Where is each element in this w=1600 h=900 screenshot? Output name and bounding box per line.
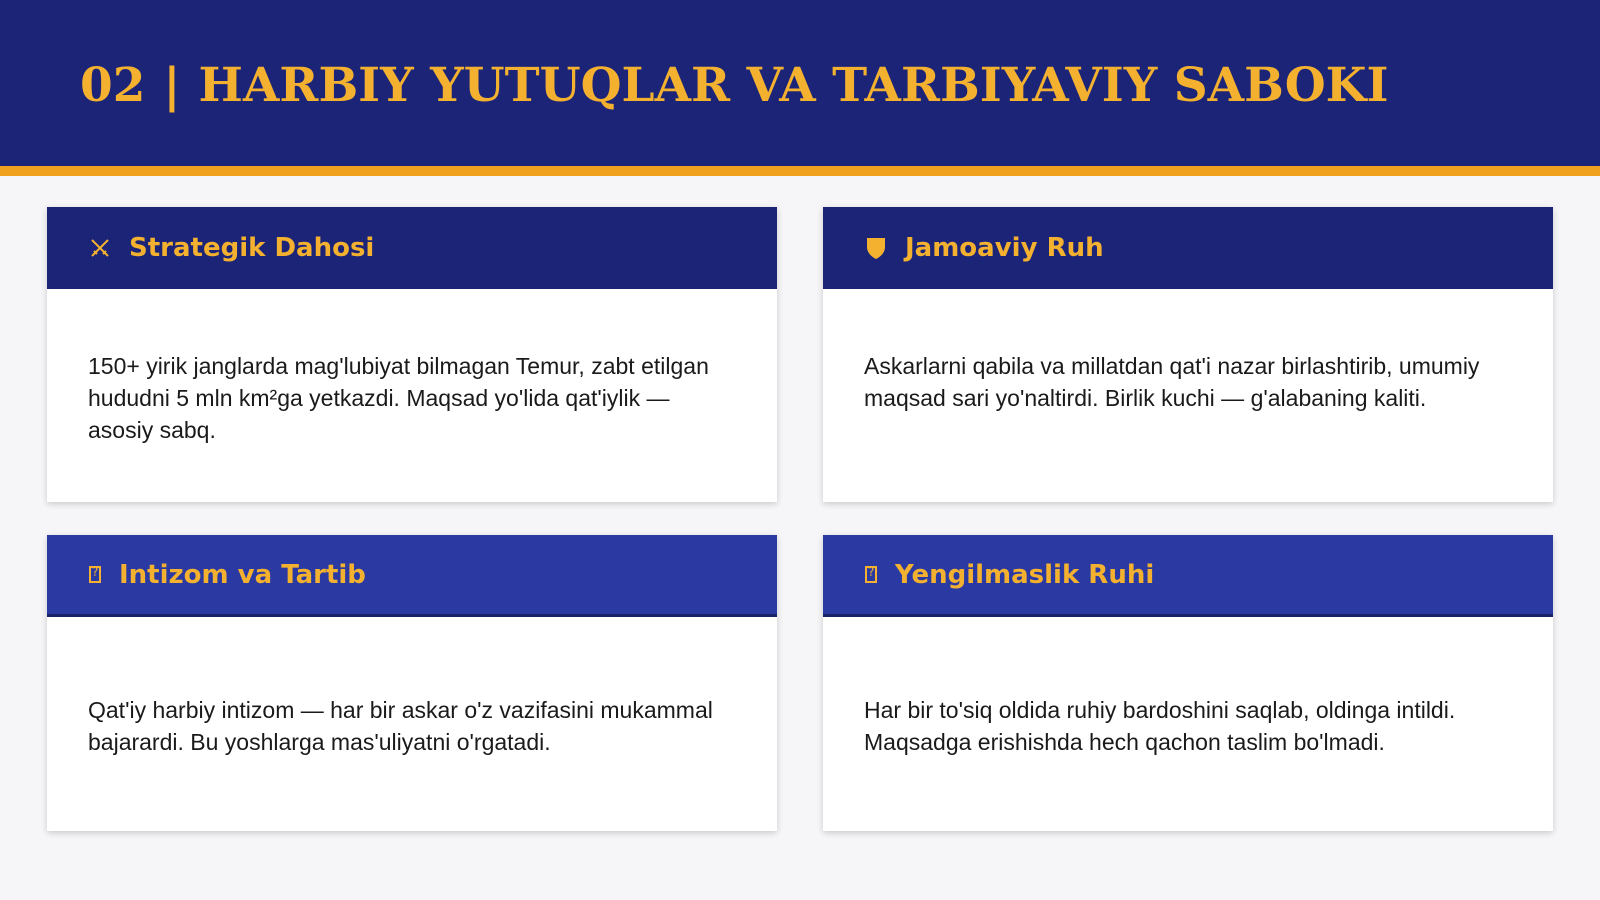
card-text: Har bir to'siq oldida ruhiy bardoshini saqlab, oldinga intildi. Maqsadga erishishda hech qachon taslim bo'lmadi. [864, 697, 1456, 755]
card-title: Strategik Dahosi [129, 233, 375, 263]
slide-header [0, 0, 1600, 176]
section-title: HARBIY YUTUQLAR VA TARBIYAVIY SABOKI [198, 58, 1389, 113]
card-text: 150+ yirik janglarda mag'lubiyat bilmagan Temur, zabt etilgan hududni 5 mln km²ga yetkazdi. Maqsad yo'lida qat'iylik — asosiy sabq. [88, 353, 709, 443]
section-number: 02 [80, 58, 146, 113]
card-yengilmaslik-ruhi [823, 535, 1553, 831]
card-text: Qat'iy harbiy intizom — har bir askar o'z vazifasini mukammal bajarardi. Bu yoshlarga mas'uliyatni o'rgatadi. [88, 697, 713, 755]
card-text: Askarlarni qabila va millatdan qat'i nazar birlashtirib, umumiy maqsad sari yo'naltirdi. Birlik kuchi — g'alabaning kaliti. [864, 353, 1480, 411]
slide-title [80, 58, 1388, 113]
missing-glyph-icon [865, 566, 885, 583]
title-separator: | [163, 58, 181, 113]
card-header [47, 535, 777, 617]
card-header [823, 207, 1553, 289]
shield-icon [865, 236, 895, 260]
card-intizom-va-tartib [47, 535, 777, 831]
card-title: Intizom va Tartib [119, 559, 366, 590]
card-jamoaviy-ruh [823, 207, 1553, 502]
card-title: Jamoaviy Ruh [905, 233, 1104, 263]
card-title: Yengilmaslik Ruhi [895, 559, 1155, 590]
crossed-swords-icon [89, 237, 119, 259]
missing-glyph-icon [89, 566, 109, 583]
card-header [823, 535, 1553, 617]
card-strategik-dahosi [47, 207, 777, 502]
card-header [47, 207, 777, 289]
